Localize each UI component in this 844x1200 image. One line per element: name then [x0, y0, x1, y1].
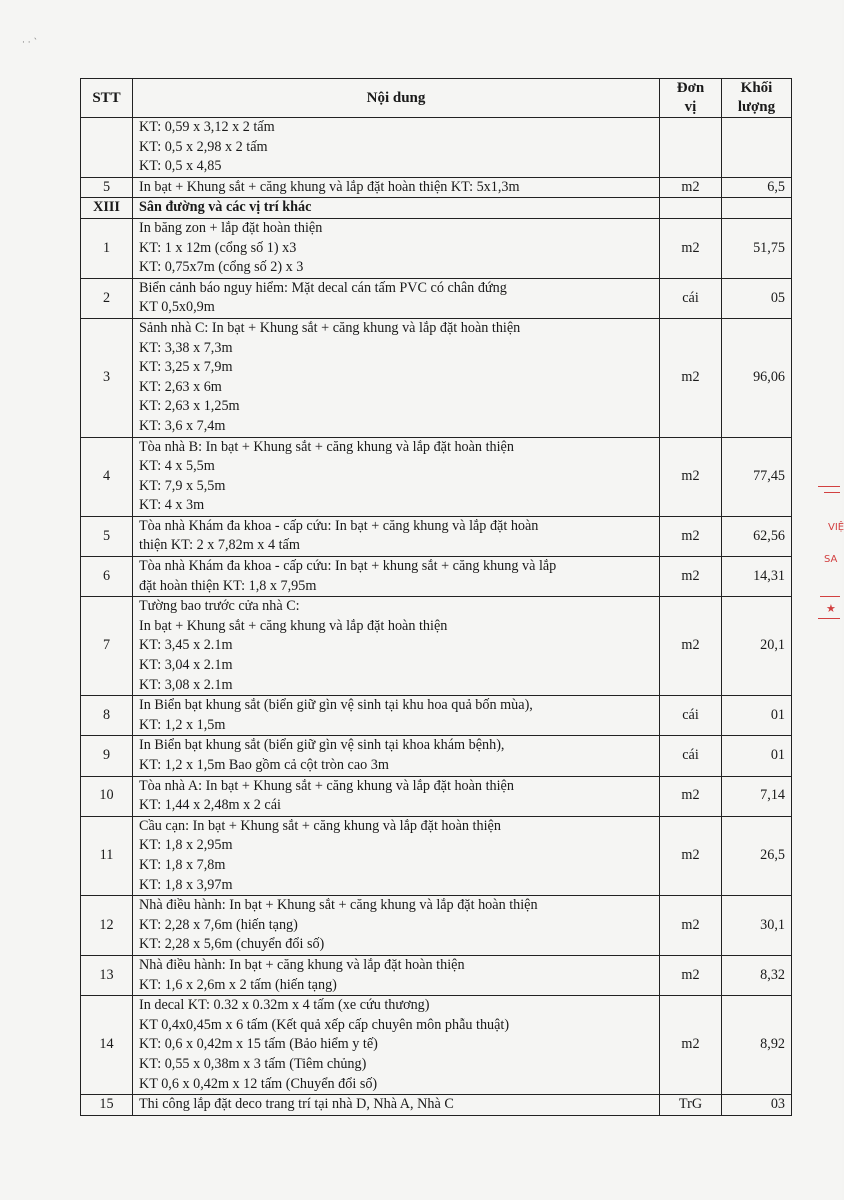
table-row: [81, 955, 792, 995]
cell-stt: 12: [81, 896, 133, 956]
content-line: Sân đường và các vị trí khác: [139, 199, 312, 216]
cell-noi-dung: [133, 318, 660, 437]
content-line: KT: 0,6 x 0,42m x 15 tấm (Bảo hiểm y tế): [139, 1036, 378, 1053]
content-line: KT: 7,9 x 5,5m: [139, 477, 226, 494]
header-khoi-luong-line2: lượng: [737, 99, 776, 115]
table-row: [81, 118, 792, 178]
content-line: KT: 3,38 x 7,3m: [139, 339, 233, 356]
content-line: Sảnh nhà C: In bạt + Khung sắt + căng khung và lắp đặt hoàn thiện: [139, 319, 521, 336]
scan-speck: · · ˋ: [22, 38, 38, 48]
cell-khoi-luong: 8,32: [722, 955, 792, 995]
content-line: KT: 2,28 x 5,6m (chuyển đổi số): [139, 936, 325, 953]
stamp-text-1: VIỆ: [828, 522, 844, 533]
content-line: Tòa nhà Khám đa khoa - cấp cứu: In bạt + căng khung và lắp đặt hoàn: [139, 517, 539, 534]
table-row: [81, 278, 792, 318]
content-line: KT: 3,08 x 2.1m: [139, 676, 233, 693]
content-line: In bạt + Khung sắt + căng khung và lắp đặt hoàn thiện: [139, 617, 448, 634]
table-row: [81, 1095, 792, 1116]
cell-don-vi: m2: [660, 776, 722, 816]
cell-stt: 2: [81, 278, 133, 318]
cell-noi-dung: [133, 218, 660, 278]
cell-don-vi: cái: [660, 696, 722, 736]
cell-khoi-luong: 8,92: [722, 996, 792, 1095]
content-line: Cầu cạn: In bạt + Khung sắt + căng khung và lắp đặt hoàn thiện: [139, 817, 501, 834]
header-khoi-luong-line1: Khối: [740, 80, 773, 96]
cell-khoi-luong: 77,45: [722, 437, 792, 516]
content-line: Tòa nhà B: In bạt + Khung sắt + căng khung và lắp đặt hoàn thiện: [139, 438, 514, 455]
stamp-star-icon: ★: [826, 602, 836, 615]
cell-don-vi: m2: [660, 557, 722, 597]
cell-noi-dung: [133, 516, 660, 556]
cell-noi-dung: [133, 177, 660, 198]
header-khoi-luong: [722, 79, 792, 118]
content-line: KT: 1,6 x 2,6m x 2 tấm (hiến tạng): [139, 976, 337, 993]
cell-stt: 15: [81, 1095, 133, 1116]
content-line: KT 0,6 x 0,42m x 12 tấm (Chuyển đổi số): [139, 1075, 378, 1092]
content-line: KT: 4 x 3m: [139, 497, 205, 514]
cell-stt: 7: [81, 597, 133, 696]
content-line: In Biển bạt khung sắt (biển giữ gìn vệ sinh tại khu hoa quả bốn mùa),: [139, 697, 533, 714]
content-line: KT: 2,28 x 7,6m (hiến tạng): [139, 916, 298, 933]
cell-khoi-luong: 30,1: [722, 896, 792, 956]
cell-don-vi: TrG: [660, 1095, 722, 1116]
content-line: KT: 3,04 x 2.1m: [139, 657, 233, 674]
content-line: KT 0,5x0,9m: [139, 299, 215, 316]
cell-don-vi: [660, 118, 722, 178]
cell-don-vi: cái: [660, 736, 722, 776]
content-line: KT: 4 x 5,5m: [139, 458, 215, 475]
content-line: KT: 1,44 x 2,48m x 2 cái: [139, 797, 281, 814]
cell-don-vi: m2: [660, 996, 722, 1095]
cell-don-vi: m2: [660, 516, 722, 556]
content-line: KT: 1,8 x 2,95m: [139, 837, 233, 854]
cell-noi-dung: [133, 118, 660, 178]
cell-khoi-luong: 51,75: [722, 218, 792, 278]
cell-khoi-luong: 03: [722, 1095, 792, 1116]
cell-don-vi: m2: [660, 437, 722, 516]
cell-stt: 10: [81, 776, 133, 816]
cell-khoi-luong: 01: [722, 696, 792, 736]
content-line: KT: 1 x 12m (cổng số 1) x3: [139, 239, 297, 256]
table-row: [81, 557, 792, 597]
table-row: [81, 516, 792, 556]
cell-noi-dung: [133, 736, 660, 776]
content-line: Thi công lắp đặt deco trang trí tại nhà D, Nhà A, Nhà C: [139, 1096, 454, 1113]
cell-khoi-luong: 05: [722, 278, 792, 318]
stamp-text-2: SA: [824, 554, 838, 565]
cell-stt: 9: [81, 736, 133, 776]
table-row: [81, 318, 792, 437]
cell-don-vi: cái: [660, 278, 722, 318]
cell-noi-dung: [133, 198, 660, 219]
table-row: [81, 736, 792, 776]
cell-stt: 14: [81, 996, 133, 1095]
cell-khoi-luong: 6,5: [722, 177, 792, 198]
cell-don-vi: m2: [660, 955, 722, 995]
header-don-vi-line2: vị: [684, 99, 697, 115]
cell-stt: 5: [81, 177, 133, 198]
content-line: In decal KT: 0.32 x 0.32m x 4 tấm (xe cứu thương): [139, 997, 430, 1014]
section-row: [81, 198, 792, 219]
cell-noi-dung: [133, 816, 660, 895]
cell-noi-dung: [133, 597, 660, 696]
header-noi-dung: Nội dung: [133, 79, 660, 118]
red-stamp-fragment: [804, 478, 842, 628]
content-line: In Biển bạt khung sắt (biển giữ gìn vệ sinh tại khoa khám bệnh),: [139, 737, 505, 754]
content-line: In bạt + Khung sắt + căng khung và lắp đặt hoàn thiện KT: 5x1,3m: [139, 178, 520, 195]
cell-khoi-luong: 96,06: [722, 318, 792, 437]
cell-khoi-luong: 20,1: [722, 597, 792, 696]
content-line: In băng zon + lắp đặt hoàn thiện: [139, 219, 323, 236]
cell-khoi-luong: 62,56: [722, 516, 792, 556]
table-row: [81, 177, 792, 198]
table-row: [81, 896, 792, 956]
cell-don-vi: m2: [660, 218, 722, 278]
table-body: [81, 118, 792, 1116]
content-line: KT: 1,2 x 1,5m: [139, 716, 226, 733]
content-line: Tòa nhà Khám đa khoa - cấp cứu: In bạt + khung sắt + căng khung và lắp: [139, 558, 557, 575]
content-line: Tòa nhà A: In bạt + Khung sắt + căng khung và lắp đặt hoàn thiện: [139, 777, 514, 794]
cell-don-vi: m2: [660, 816, 722, 895]
cell-stt: 4: [81, 437, 133, 516]
cell-noi-dung: [133, 696, 660, 736]
content-line: Nhà điều hành: In bạt + căng khung và lắp đặt hoàn thiện: [139, 956, 465, 973]
cell-don-vi: [660, 198, 722, 219]
cell-stt: 6: [81, 557, 133, 597]
content-line: KT: 3,25 x 7,9m: [139, 359, 233, 376]
table-row: [81, 437, 792, 516]
content-line: KT: 3,6 x 7,4m: [139, 417, 226, 434]
cell-noi-dung: [133, 955, 660, 995]
cell-noi-dung: [133, 776, 660, 816]
content-line: KT: 1,8 x 3,97m: [139, 876, 233, 893]
content-line: KT: 0,55 x 0,38m x 3 tấm (Tiêm chủng): [139, 1055, 367, 1072]
header-don-vi-line1: Đơn: [676, 80, 705, 96]
content-line: KT: 0,75x7m (cổng số 2) x 3: [139, 259, 304, 276]
cell-noi-dung: [133, 1095, 660, 1116]
cell-don-vi: m2: [660, 896, 722, 956]
cell-stt: 1: [81, 218, 133, 278]
cell-noi-dung: [133, 996, 660, 1095]
content-line: KT: 2,63 x 6m: [139, 378, 222, 395]
cell-don-vi: m2: [660, 597, 722, 696]
cell-stt: [81, 118, 133, 178]
content-line: KT: 0,5 x 2,98 x 2 tấm: [139, 138, 268, 155]
cell-don-vi: m2: [660, 177, 722, 198]
content-line: thiện KT: 2 x 7,82m x 4 tấm: [139, 537, 300, 554]
table-row: [81, 816, 792, 895]
header-don-vi: [660, 79, 722, 118]
table-row: [81, 696, 792, 736]
cell-stt: 3: [81, 318, 133, 437]
cell-stt: 5: [81, 516, 133, 556]
table-row: [81, 996, 792, 1095]
cell-noi-dung: [133, 557, 660, 597]
cell-khoi-luong: 7,14: [722, 776, 792, 816]
content-line: KT 0,4x0,45m x 6 tấm (Kết quả xếp cấp chuyên môn phẫu thuật): [139, 1016, 510, 1033]
cell-khoi-luong: [722, 118, 792, 178]
cell-stt: 8: [81, 696, 133, 736]
cell-noi-dung: [133, 437, 660, 516]
table-header-row: [81, 79, 792, 118]
cell-khoi-luong: [722, 198, 792, 219]
cell-noi-dung: [133, 896, 660, 956]
content-line: KT: 0,59 x 3,12 x 2 tấm: [139, 119, 275, 135]
content-line: KT: 3,45 x 2.1m: [139, 637, 233, 654]
cell-noi-dung: [133, 278, 660, 318]
header-stt: STT: [81, 79, 133, 118]
quantity-table: [80, 78, 792, 1116]
cell-stt: XIII: [81, 198, 133, 219]
content-line: KT: 0,5 x 4,85: [139, 158, 222, 175]
content-line: KT: 2,63 x 1,25m: [139, 398, 240, 415]
table-row: [81, 776, 792, 816]
cell-khoi-luong: 14,31: [722, 557, 792, 597]
content-line: đặt hoàn thiện KT: 1,8 x 7,95m: [139, 577, 317, 594]
cell-stt: 11: [81, 816, 133, 895]
cell-don-vi: m2: [660, 318, 722, 437]
content-line: Biển cảnh báo nguy hiểm: Mặt decal cán tấm PVC có chân đứng: [139, 279, 507, 296]
content-line: Tường bao trước cửa nhà C:: [139, 598, 300, 615]
table-row: [81, 218, 792, 278]
cell-khoi-luong: 01: [722, 736, 792, 776]
content-line: KT: 1,8 x 7,8m: [139, 856, 226, 873]
content-line: Nhà điều hành: In bạt + Khung sắt + căng khung và lắp đặt hoàn thiện: [139, 897, 538, 914]
table-row: [81, 597, 792, 696]
content-line: KT: 1,2 x 1,5m Bao gồm cả cột tròn cao 3m: [139, 757, 389, 773]
cell-stt: 13: [81, 955, 133, 995]
cell-khoi-luong: 26,5: [722, 816, 792, 895]
